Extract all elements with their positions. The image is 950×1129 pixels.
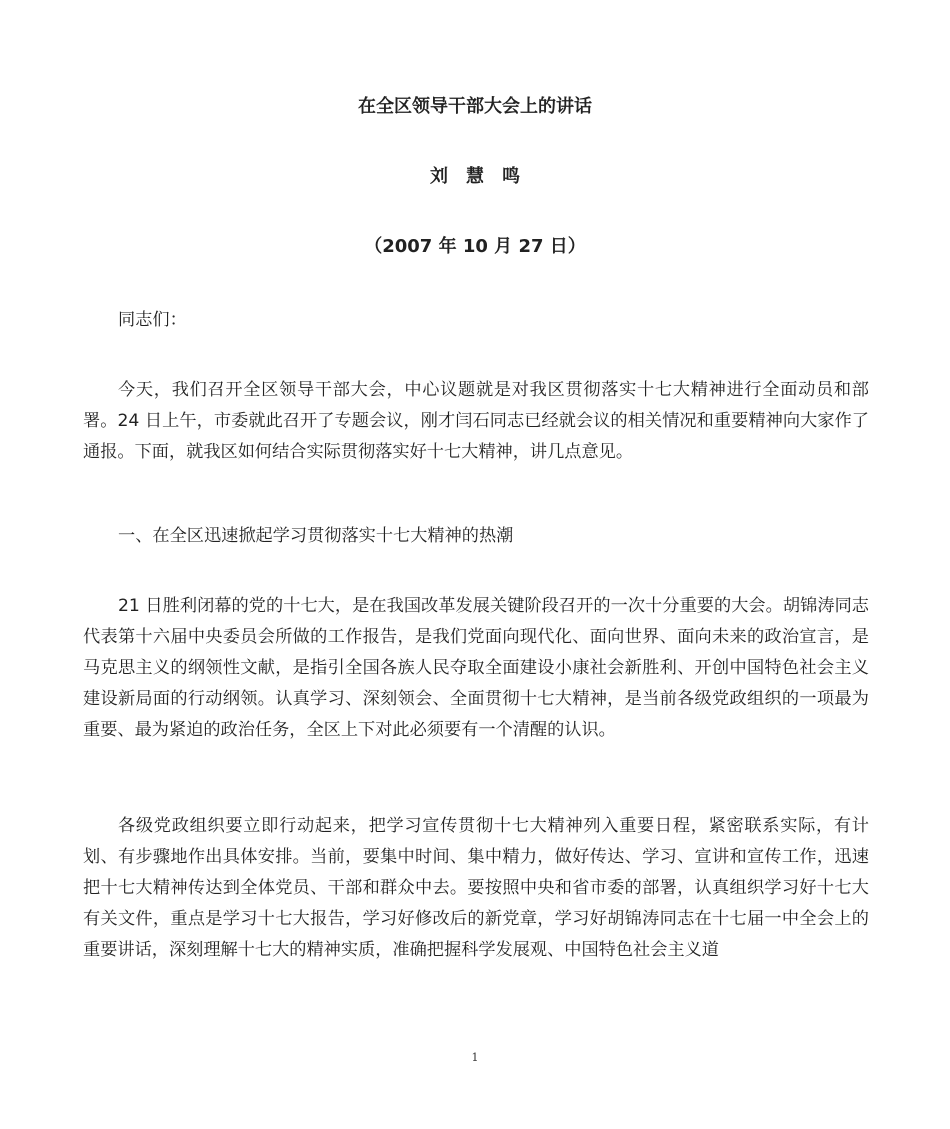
- document-title: 在全区领导干部大会上的讲话: [358, 96, 592, 117]
- document-date: （2007 年 10 月 27 日）: [364, 236, 586, 257]
- greeting: 同志们：: [118, 310, 187, 330]
- page-number: 1: [471, 1051, 479, 1064]
- document-author: 刘 慧 鸣: [430, 166, 520, 187]
- paragraph: 今天，我们召开全区领导干部大会，中心议题就是对我区贯彻落实十七大精神进行全面动员和部署。24 日上午，市委就此召开了专题会议，刚才闫石同志已经就会议的相关情况和重要精神向大家作了通报。下面，就我区如何结合实际贯彻落实好十七大精神，讲几点意见。: [83, 380, 869, 462]
- section-heading-block: [83, 521, 869, 552]
- paragraph: 各级党政组织要立即行动起来，把学习宣传贯彻十七大精神列入重要日程，紧密联系实际，有计划、有步骤地作出具体安排。当前，要集中时间、集中精力，做好传达、学习、宣讲和宣传工作，迅速把十七大精神传达到全体党员、干部和群众中去。要按照中央和省市委的部署，认真组织学习好十七大有关文件，重点是学习十七大报告，学习好修改后的新党章，学习好胡锦涛同志在十七届一中全会上的重要讲话，深刻理解十七大的精神实质，准确把握科学发展观、中国特色社会主义道: [83, 816, 869, 960]
- greeting-block: [83, 305, 869, 336]
- paragraph: 21 日胜利闭幕的党的十七大，是在我国改革发展关键阶段召开的一次十分重要的大会。胡锦涛同志代表第十六届中央委员会所做的工作报告，是我们党面向现代化、面向世界、面向未来的政治宣言，是马克思主义的纲领性文献，是指引全国各族人民夺取全面建设小康社会新胜利、开创中国特色社会主义建设新局面的行动纲领。认真学习、深刻领会、全面贯彻十七大精神，是当前各级党政组织的一项最为重要、最为紧迫的政治任务，全区上下对此必须要有一个清醒的认识。: [83, 596, 869, 740]
- paragraph-block-2: [83, 591, 869, 746]
- paragraph-block-3: [83, 811, 869, 966]
- section-heading: 一、在全区迅速掀起学习贯彻落实十七大精神的热潮: [118, 526, 514, 546]
- paragraph-block-1: [83, 375, 869, 468]
